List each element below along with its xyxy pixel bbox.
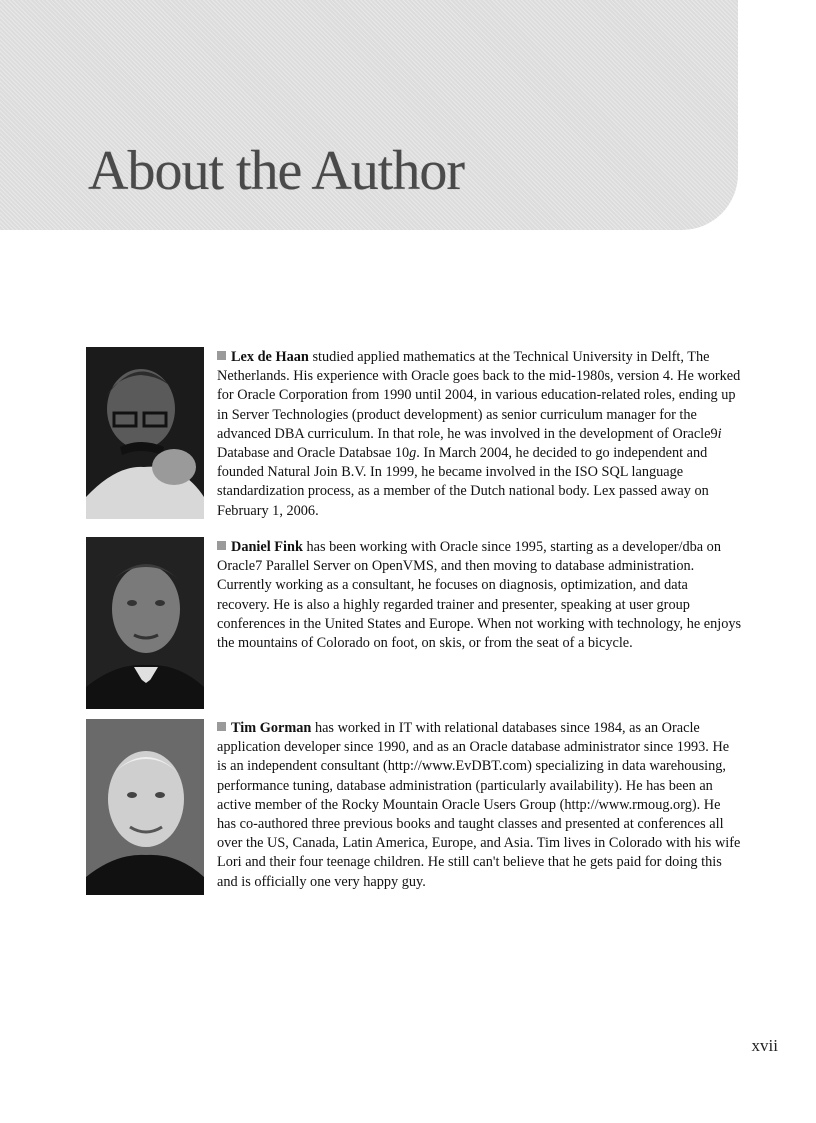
- author-bio: Tim Gorman has worked in IT with relational databases since 1984, as an Oracle application developer since 1990, and as an Oracle database administrator since 1993. He is an independent consultant (http://www.EvDBT.com) specializing in data warehousing, performance tuning, database administration (particularly availability). He has been an active member of the Rocky Mountain Oracle Users Group (http://www.rmoug.org). He has co-authored three previous books and taught classes and presented at conferences all over the US, Canada, Latin America, Europe, and Asia. Tim lives in Colorado with his wife Lori and their four teenage children. He still can't believe that he gets paid for doing this and is officially one very happy guy.: [217, 720, 741, 890]
- bullet-square-icon: [217, 351, 226, 360]
- author-name: Lex de Haan: [231, 349, 309, 365]
- page-number: xvii: [751, 1036, 778, 1055]
- bullet-square-icon: [217, 722, 226, 731]
- author-name: Tim Gorman: [231, 720, 312, 736]
- author-bio: Lex de Haan studied applied mathematics at the Technical University in Delft, The Netherlands. His experience with Oracle goes back to the mid-1980s, version 4. He worked for Oracle Corporation from 1990 until 2004, in various education-related roles, ending up in Server Technologies (product development) as senior curriculum manager for the advanced DBA curriculum. In that role, he was involved in the development of Oracle9i Database and Oracle Databsae 10g. In March 2004, he decided to go independent and founded Natural Join B.V. In 1999, he became involved in the ISO SQL language standardization process, as a member of the Dutch national body. Lex passed away on February 1, 2006.: [217, 349, 741, 519]
- header-band: [0, 0, 738, 230]
- portrait-graphic: [86, 347, 204, 519]
- author-name: Daniel Fink: [231, 539, 303, 555]
- author-photo-daniel-fink: [86, 537, 204, 709]
- bullet-square-icon: [217, 541, 226, 550]
- author-photo-tim-gorman: [86, 719, 204, 895]
- portrait-graphic: [86, 537, 204, 709]
- portrait-graphic: [86, 719, 204, 895]
- author-bio: Daniel Fink has been working with Oracle since 1995, starting as a developer/dba on Oracle7 Parallel Server on OpenVMS, and then moving to database administration. Currently working as a consultant, he focuses on diagnosis, optimization, and data recovery. He is also a highly regarded trainer and presenter, speaking at user group conferences in the United States and Europe. When not working with technology, he enjoys the mountains of Colorado on foot, on skis, or from the seat of a bicycle.: [217, 539, 742, 652]
- author-photo-lex-de-haan: [86, 347, 204, 519]
- page-title: About the Author: [88, 140, 464, 202]
